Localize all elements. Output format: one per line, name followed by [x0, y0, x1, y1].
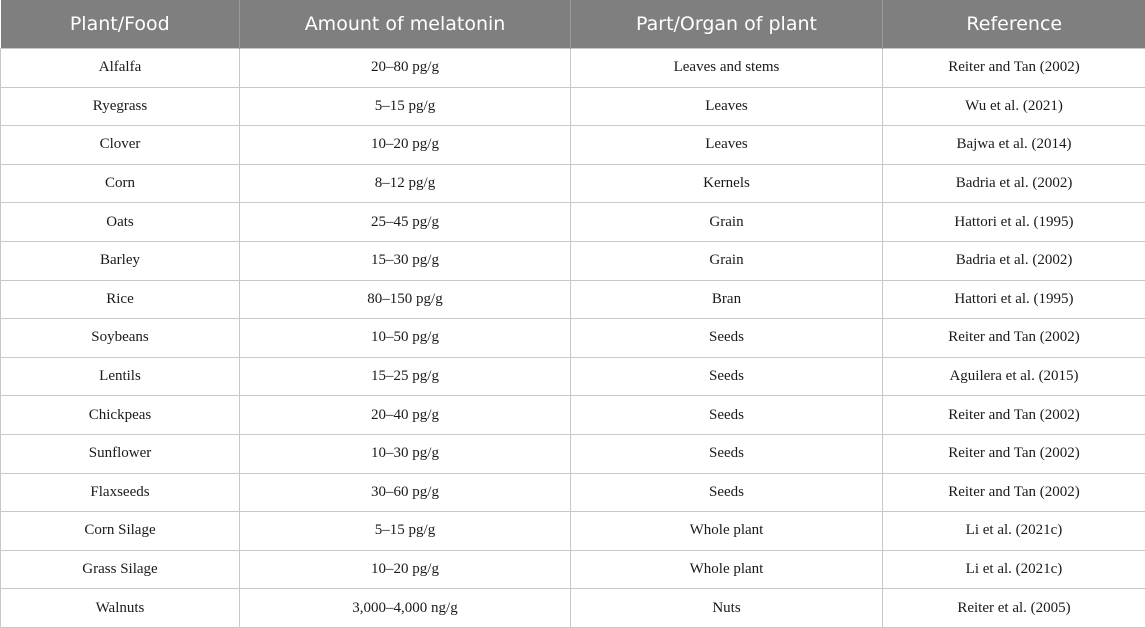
table-row — [1, 434, 1145, 473]
cell-part: Leaves — [571, 126, 883, 165]
cell-amount: 10–50 pg/g — [240, 319, 571, 358]
cell-part: Whole plant — [571, 512, 883, 551]
cell-amount: 10–20 pg/g — [240, 550, 571, 589]
cell-amount: 5–15 pg/g — [240, 87, 571, 126]
cell-amount: 10–20 pg/g — [240, 126, 571, 165]
cell-part: Leaves and stems — [571, 49, 883, 88]
cell-amount: 10–30 pg/g — [240, 434, 571, 473]
cell-plant: Rice — [1, 280, 240, 319]
cell-part: Seeds — [571, 434, 883, 473]
cell-plant: Clover — [1, 126, 240, 165]
header-row — [1, 0, 1145, 49]
table-row — [1, 241, 1145, 280]
cell-part: Leaves — [571, 87, 883, 126]
cell-part: Seeds — [571, 319, 883, 358]
cell-part: Seeds — [571, 396, 883, 435]
header-plant-food: Plant/Food — [1, 0, 240, 49]
cell-plant: Sunflower — [1, 434, 240, 473]
cell-plant: Ryegrass — [1, 87, 240, 126]
cell-part: Nuts — [571, 589, 883, 628]
cell-amount: 20–40 pg/g — [240, 396, 571, 435]
cell-part: Whole plant — [571, 550, 883, 589]
cell-reference: Wu et al. (2021) — [883, 87, 1145, 126]
table-row — [1, 49, 1145, 88]
table-row — [1, 550, 1145, 589]
table-row — [1, 87, 1145, 126]
cell-reference: Reiter and Tan (2002) — [883, 473, 1145, 512]
cell-reference: Hattori et al. (1995) — [883, 203, 1145, 242]
header-part-organ: Part/Organ of plant — [571, 0, 883, 49]
cell-plant: Alfalfa — [1, 49, 240, 88]
cell-amount: 5–15 pg/g — [240, 512, 571, 551]
cell-part: Kernels — [571, 164, 883, 203]
cell-plant: Grass Silage — [1, 550, 240, 589]
table-header — [1, 0, 1145, 49]
cell-part: Bran — [571, 280, 883, 319]
cell-part: Grain — [571, 203, 883, 242]
cell-plant: Walnuts — [1, 589, 240, 628]
table-row — [1, 319, 1145, 358]
cell-amount: 25–45 pg/g — [240, 203, 571, 242]
cell-reference: Aguilera et al. (2015) — [883, 357, 1145, 396]
cell-plant: Corn Silage — [1, 512, 240, 551]
cell-plant: Soybeans — [1, 319, 240, 358]
table-body — [1, 49, 1145, 628]
cell-amount: 3,000–4,000 ng/g — [240, 589, 571, 628]
cell-plant: Corn — [1, 164, 240, 203]
table-row — [1, 280, 1145, 319]
table-row — [1, 473, 1145, 512]
cell-reference: Reiter and Tan (2002) — [883, 434, 1145, 473]
cell-plant: Oats — [1, 203, 240, 242]
cell-reference: Badria et al. (2002) — [883, 241, 1145, 280]
table-row — [1, 512, 1145, 551]
cell-reference: Reiter et al. (2005) — [883, 589, 1145, 628]
table-row — [1, 396, 1145, 435]
cell-amount: 15–30 pg/g — [240, 241, 571, 280]
table-row — [1, 357, 1145, 396]
cell-amount: 20–80 pg/g — [240, 49, 571, 88]
cell-reference: Hattori et al. (1995) — [883, 280, 1145, 319]
cell-part: Grain — [571, 241, 883, 280]
table-row — [1, 203, 1145, 242]
cell-reference: Reiter and Tan (2002) — [883, 49, 1145, 88]
cell-reference: Reiter and Tan (2002) — [883, 396, 1145, 435]
cell-plant: Chickpeas — [1, 396, 240, 435]
cell-reference: Badria et al. (2002) — [883, 164, 1145, 203]
table-row — [1, 164, 1145, 203]
header-reference: Reference — [883, 0, 1145, 49]
cell-plant: Flaxseeds — [1, 473, 240, 512]
cell-reference: Li et al. (2021c) — [883, 550, 1145, 589]
cell-reference: Bajwa et al. (2014) — [883, 126, 1145, 165]
cell-plant: Lentils — [1, 357, 240, 396]
cell-part: Seeds — [571, 357, 883, 396]
cell-plant: Barley — [1, 241, 240, 280]
cell-part: Seeds — [571, 473, 883, 512]
cell-reference: Li et al. (2021c) — [883, 512, 1145, 551]
table-row — [1, 126, 1145, 165]
cell-amount: 30–60 pg/g — [240, 473, 571, 512]
table-row — [1, 589, 1145, 628]
cell-amount: 8–12 pg/g — [240, 164, 571, 203]
cell-reference: Reiter and Tan (2002) — [883, 319, 1145, 358]
cell-amount: 15–25 pg/g — [240, 357, 571, 396]
cell-amount: 80–150 pg/g — [240, 280, 571, 319]
header-amount-of-melatonin: Amount of melatonin — [240, 0, 571, 49]
